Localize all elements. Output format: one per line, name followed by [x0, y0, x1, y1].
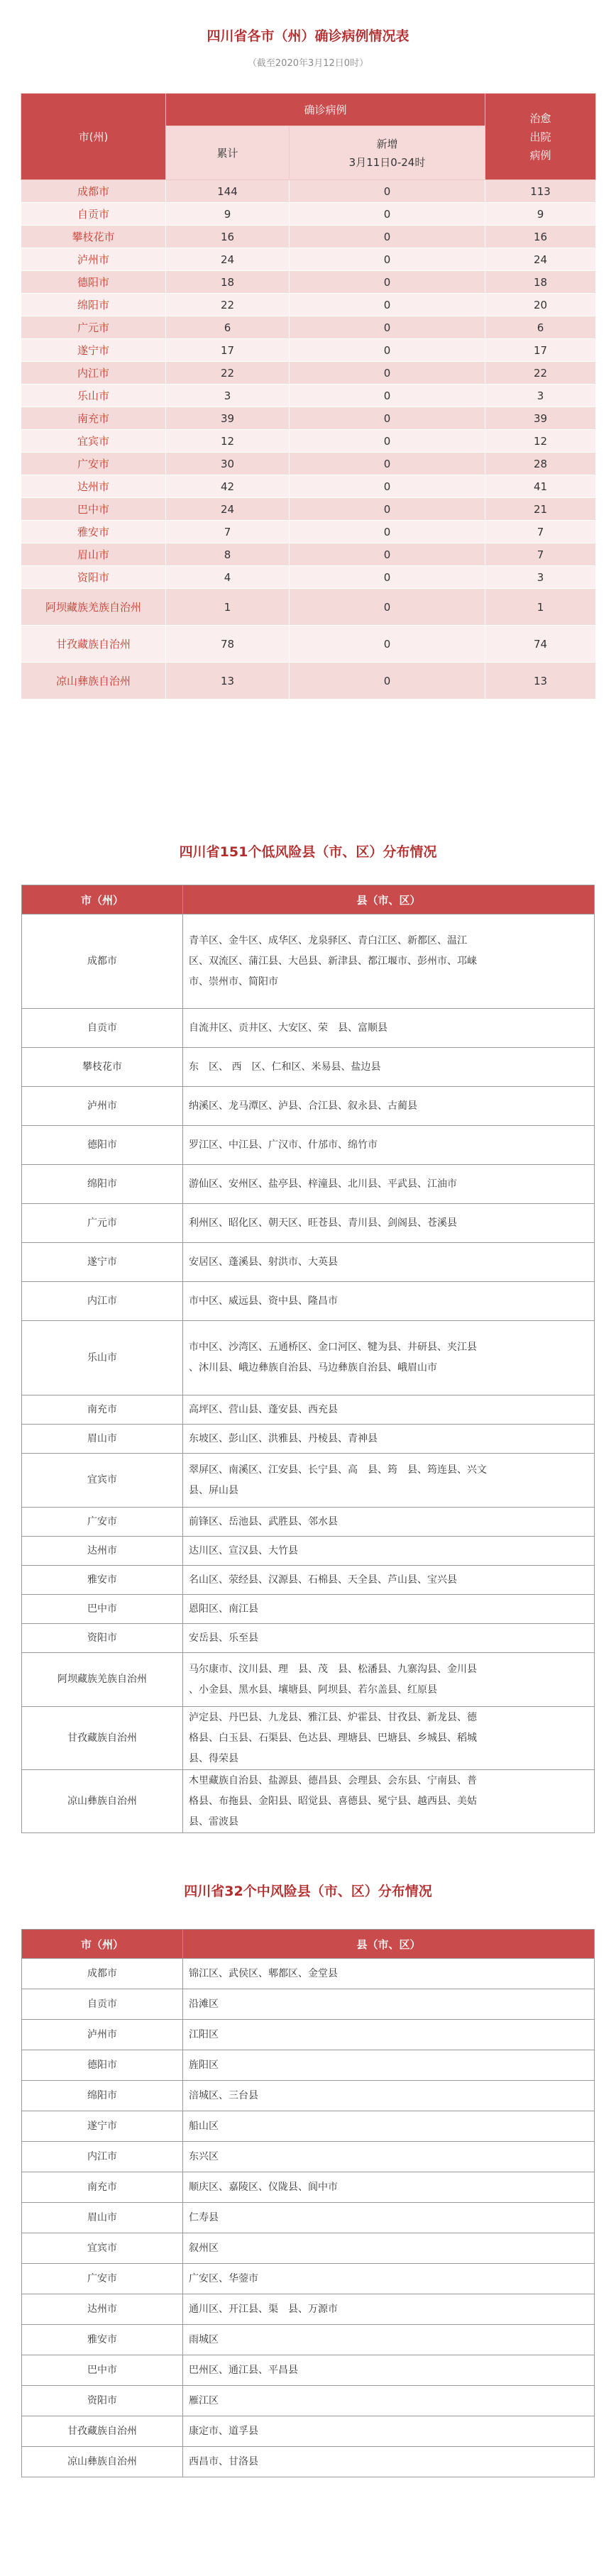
total-cell: 3: [166, 385, 290, 407]
table-row: [21, 385, 596, 407]
county-cell: [183, 1959, 595, 1989]
new-cell: 0: [290, 521, 485, 543]
city-cell: 广安市: [21, 453, 166, 475]
table-row: [21, 271, 596, 294]
cured-cell: 74: [485, 626, 596, 663]
table-row: [22, 1009, 595, 1048]
county-line: 县、雷波县: [189, 1815, 238, 1828]
cured-cell: 17: [485, 339, 596, 362]
table1-title: 四川省各市（州）确诊病例情况表: [207, 28, 409, 44]
city-cell: 眉山市: [21, 543, 166, 566]
cured-cell: 113: [485, 180, 596, 203]
city-cell: 自贡市: [21, 203, 166, 226]
new-cell: 0: [290, 589, 485, 626]
table-row: [22, 2447, 595, 2477]
county-line: 翠屏区、南溪区、江安县、长宁县、高 县、筠 县、筠连县、兴文: [189, 1464, 487, 1476]
table-row: [21, 589, 596, 626]
county-cell: [183, 1989, 595, 2020]
total-cell: 13: [166, 663, 290, 700]
header-confirmed: 确诊病例: [166, 94, 485, 126]
county-cell: [183, 1009, 595, 1048]
new-cell: 0: [290, 407, 485, 430]
city-cell: 眉山市: [22, 2203, 183, 2233]
county-cell: [183, 2325, 595, 2355]
total-cell: 12: [166, 430, 290, 453]
county-line: 安岳县、乐至县: [189, 1632, 258, 1644]
county-line: 名山区、荥经县、汉源县、石棉县、天全县、芦山县、宝兴县: [189, 1574, 457, 1586]
county-line: 涪城区、三台县: [189, 2089, 258, 2101]
county-line: 东 区、 西 区、仁和区、米易县、盐边县: [189, 1061, 381, 1073]
total-cell: 22: [166, 294, 290, 316]
total-cell: 6: [166, 316, 290, 339]
county-line: 罗江区、中江县、广汉市、什邡市、绵竹市: [189, 1139, 378, 1151]
cured-cell: 9: [485, 203, 596, 226]
table-row: [22, 1048, 595, 1087]
table-row: [22, 1770, 595, 1833]
table-row: [22, 2386, 595, 2416]
county-line: 自流井区、贡井区、大安区、荣 县、富顺县: [189, 1022, 387, 1034]
new-cell: 0: [290, 339, 485, 362]
city-cell: 甘孜藏族自治州: [22, 2416, 183, 2447]
county-cell: [183, 1508, 595, 1537]
city-cell: 广元市: [21, 316, 166, 339]
city-cell: 德阳市: [21, 271, 166, 294]
header-new-label: 新增: [376, 137, 398, 150]
county-line: 安居区、蓬溪县、射洪市、大英县: [189, 1256, 338, 1268]
county-line: 青羊区、金牛区、成华区、龙泉驿区、青白江区、新都区、温江: [189, 934, 467, 946]
county-line: 格县、布拖县、金阳县、昭觉县、喜德县、冕宁县、越西县、美姑: [189, 1795, 477, 1807]
county-cell: [183, 1243, 595, 1282]
table-row: [22, 2416, 595, 2447]
total-cell: 18: [166, 271, 290, 294]
city-cell: 资阳市: [22, 2386, 183, 2416]
county-line: 泸定县、丹巴县、九龙县、雅江县、炉霍县、甘孜县、新龙县、德: [189, 1711, 477, 1723]
table-row: [21, 339, 596, 362]
cured-cell: 39: [485, 407, 596, 430]
table-row: [22, 1624, 595, 1653]
cured-cell: 13: [485, 663, 596, 700]
cured-cell: 3: [485, 385, 596, 407]
county-cell: [183, 1321, 595, 1395]
county-cell: [183, 1707, 595, 1770]
county-cell: [183, 1087, 595, 1126]
table-row: [22, 2325, 595, 2355]
new-cell: 0: [290, 362, 485, 385]
county-line: 、沐川县、峨边彝族自治县、马边彝族自治县、峨眉山市: [189, 1362, 437, 1373]
table-row: [21, 475, 596, 498]
cured-cell: 24: [485, 248, 596, 271]
county-line: 雨城区: [189, 2333, 219, 2345]
county-cell: [183, 1770, 595, 1833]
county-line: 船山区: [189, 2120, 219, 2132]
t2-header-city: 市（州）: [22, 885, 183, 914]
county-cell: [183, 2447, 595, 2477]
county-cell: [183, 1282, 595, 1321]
city-cell: 宜宾市: [22, 2233, 183, 2264]
county-line: 沿滩区: [189, 1998, 219, 2010]
total-cell: 16: [166, 226, 290, 248]
city-cell: 乐山市: [22, 1321, 183, 1395]
city-cell: 凉山彝族自治州: [21, 663, 166, 700]
county-cell: [183, 1624, 595, 1653]
table-row: [21, 362, 596, 385]
county-line: 顺庆区、嘉陵区、仪陇县、阆中市: [189, 2181, 338, 2193]
city-cell: 雅安市: [22, 1566, 183, 1595]
new-cell: 0: [290, 294, 485, 316]
total-cell: 144: [166, 180, 290, 203]
county-cell: [183, 1048, 595, 1087]
county-line: 县、得荣县: [189, 1752, 238, 1764]
city-cell: 泸州市: [22, 2020, 183, 2050]
table-row: [22, 1989, 595, 2020]
county-cell: [183, 1204, 595, 1243]
city-cell: 德阳市: [22, 1126, 183, 1165]
new-cell: 0: [290, 226, 485, 248]
header-cured-1: 治愈: [529, 111, 551, 125]
city-cell: 德阳市: [22, 2050, 183, 2081]
cured-cell: 28: [485, 453, 596, 475]
table-row: [21, 543, 596, 566]
city-cell: 凉山彝族自治州: [22, 1770, 183, 1833]
new-cell: 0: [290, 566, 485, 589]
county-line: 市、崇州市、简阳市: [189, 975, 278, 988]
city-cell: 成都市: [22, 1959, 183, 1989]
new-cell: 0: [290, 663, 485, 700]
city-cell: 眉山市: [22, 1425, 183, 1454]
header-cured-3: 病例: [529, 148, 551, 162]
cured-cell: 16: [485, 226, 596, 248]
total-cell: 39: [166, 407, 290, 430]
county-line: 恩阳区、南江县: [189, 1603, 258, 1615]
city-cell: 广元市: [22, 1204, 183, 1243]
city-cell: 广安市: [22, 2264, 183, 2294]
city-cell: 凉山彝族自治州: [22, 2447, 183, 2477]
county-cell: [183, 2172, 595, 2203]
total-cell: 8: [166, 543, 290, 566]
total-cell: 17: [166, 339, 290, 362]
new-cell: 0: [290, 626, 485, 663]
county-line: 纳溪区、龙马潭区、泸县、合江县、叙永县、古蔺县: [189, 1100, 417, 1112]
table1-subtitle: （截至2020年3月12日0时）: [247, 58, 369, 69]
table-row: [22, 1653, 595, 1707]
table-row: [22, 2355, 595, 2386]
table-row: [21, 180, 596, 203]
table-row: [22, 2233, 595, 2264]
city-cell: 资阳市: [21, 566, 166, 589]
table-row: [22, 1454, 595, 1508]
county-line: 江阳区: [189, 2028, 219, 2040]
table-row: [22, 2172, 595, 2203]
county-cell: [183, 2020, 595, 2050]
county-cell: [183, 2355, 595, 2386]
city-cell: 甘孜藏族自治州: [22, 1707, 183, 1770]
table-row: [22, 1243, 595, 1282]
city-cell: 巴中市: [22, 1595, 183, 1624]
cured-cell: 18: [485, 271, 596, 294]
total-cell: 24: [166, 248, 290, 271]
header-city: 市(州): [21, 94, 166, 180]
city-cell: 南充市: [22, 1395, 183, 1425]
table-row: [21, 430, 596, 453]
new-cell: 0: [290, 180, 485, 203]
city-cell: 达州市: [22, 1537, 183, 1566]
total-cell: 24: [166, 498, 290, 521]
table-row: [21, 663, 596, 700]
county-line: 旌阳区: [189, 2059, 219, 2071]
city-cell: 雅安市: [22, 2325, 183, 2355]
cured-cell: 7: [485, 543, 596, 566]
county-line: 达川区、宣汉县、大竹县: [189, 1544, 298, 1557]
table-row: [22, 1707, 595, 1770]
county-cell: [183, 2294, 595, 2325]
county-line: 木里藏族自治县、盐源县、德昌县、会理县、会东县、宁南县、普: [189, 1774, 477, 1786]
city-cell: 攀枝花市: [22, 1048, 183, 1087]
new-cell: 0: [290, 498, 485, 521]
table2-title: 四川省151个低风险县（市、区）分布情况: [179, 844, 437, 860]
city-cell: 资阳市: [22, 1624, 183, 1653]
table-row: [22, 2294, 595, 2325]
city-cell: 内江市: [22, 1282, 183, 1321]
county-cell: [183, 2081, 595, 2111]
county-line: 康定市、道孚县: [189, 2425, 258, 2437]
confirmed-cases-table: [21, 93, 596, 700]
total-cell: 1: [166, 589, 290, 626]
city-cell: 泸州市: [21, 248, 166, 271]
county-cell: [183, 2142, 595, 2172]
total-cell: 4: [166, 566, 290, 589]
county-cell: [183, 1454, 595, 1508]
table-row: [22, 1126, 595, 1165]
county-cell: [183, 1537, 595, 1566]
header-cured: [485, 94, 596, 180]
city-cell: 绵阳市: [22, 1165, 183, 1204]
cured-cell: 41: [485, 475, 596, 498]
table3-title: 四川省32个中风险县（市、区）分布情况: [184, 1884, 432, 1899]
total-cell: 42: [166, 475, 290, 498]
city-cell: 宜宾市: [21, 430, 166, 453]
total-cell: 9: [166, 203, 290, 226]
table-row: [21, 203, 596, 226]
table-row: [21, 407, 596, 430]
cured-cell: 12: [485, 430, 596, 453]
city-cell: 绵阳市: [21, 294, 166, 316]
t3-header-city: 市（州）: [22, 1930, 183, 1959]
header-new-period: 3月11日0-24时: [348, 155, 426, 169]
city-cell: 遂宁市: [21, 339, 166, 362]
city-cell: 遂宁市: [22, 2111, 183, 2142]
county-line: 县、屏山县: [189, 1484, 238, 1496]
county-line: 高坪区、营山县、蓬安县、西充县: [189, 1403, 338, 1415]
city-cell: 内江市: [22, 2142, 183, 2172]
city-cell: 内江市: [21, 362, 166, 385]
city-cell: 遂宁市: [22, 1243, 183, 1282]
county-line: 前锋区、岳池县、武胜县、邻水县: [189, 1515, 338, 1527]
table-row: [22, 1087, 595, 1126]
county-line: 市中区、沙湾区、五通桥区、金口河区、犍为县、井研县、夹江县: [189, 1342, 477, 1353]
table-row: [21, 294, 596, 316]
county-line: 广安区、华蓥市: [189, 2272, 258, 2284]
table-row: [22, 2050, 595, 2081]
city-cell: 巴中市: [21, 498, 166, 521]
table-row: [22, 2142, 595, 2172]
city-cell: 宜宾市: [22, 1454, 183, 1508]
county-line: 区、双流区、蒲江县、大邑县、新津县、都江堰市、彭州市、邛崃: [189, 955, 477, 967]
new-cell: 0: [290, 430, 485, 453]
city-cell: 达州市: [22, 2294, 183, 2325]
table-row: [21, 626, 596, 663]
county-line: 叙州区: [189, 2242, 219, 2254]
header-new: [290, 126, 485, 180]
table-row: [22, 1425, 595, 1454]
cured-cell: 22: [485, 362, 596, 385]
county-cell: [183, 1165, 595, 1204]
table-row: [22, 1508, 595, 1537]
new-cell: 0: [290, 271, 485, 294]
total-cell: 78: [166, 626, 290, 663]
county-cell: [183, 1425, 595, 1454]
city-cell: 广安市: [22, 1508, 183, 1537]
table-row: [22, 2264, 595, 2294]
county-line: 巴州区、通江县、平昌县: [189, 2364, 298, 2376]
cured-cell: 6: [485, 316, 596, 339]
county-line: 通川区、开江县、渠 县、万源市: [189, 2303, 338, 2315]
table-row: [21, 453, 596, 475]
table-row: [21, 566, 596, 589]
table-row: [22, 2020, 595, 2050]
table-row: [22, 1395, 595, 1425]
table-row: [22, 2081, 595, 2111]
new-cell: 0: [290, 475, 485, 498]
county-cell: [183, 2416, 595, 2447]
cured-cell: 1: [485, 589, 596, 626]
city-cell: 达州市: [21, 475, 166, 498]
city-cell: 雅安市: [21, 521, 166, 543]
table-row: [21, 316, 596, 339]
city-cell: 阿坝藏族羌族自治州: [22, 1653, 183, 1707]
city-cell: 乐山市: [21, 385, 166, 407]
header-total: 累计: [166, 126, 290, 180]
medium-risk-table: [21, 1929, 595, 2477]
county-line: 雁江区: [189, 2394, 219, 2406]
medium-risk-body: [22, 1959, 595, 2477]
table-row: [22, 1595, 595, 1624]
table-row: [21, 248, 596, 271]
table-row: [22, 2203, 595, 2233]
county-cell: [183, 1566, 595, 1595]
new-cell: 0: [290, 248, 485, 271]
county-cell: [183, 2203, 595, 2233]
county-line: 东兴区: [189, 2150, 219, 2162]
cured-cell: 20: [485, 294, 596, 316]
cured-cell: 21: [485, 498, 596, 521]
new-cell: 0: [290, 543, 485, 566]
new-cell: 0: [290, 203, 485, 226]
county-line: 、小金县、黑水县、壤塘县、阿坝县、若尔盖县、红原县: [189, 1684, 437, 1696]
county-line: 游仙区、安州区、盐亭县、梓潼县、北川县、平武县、江油市: [189, 1178, 457, 1190]
county-cell: [183, 1653, 595, 1707]
city-cell: 攀枝花市: [21, 226, 166, 248]
table-row: [22, 1321, 595, 1395]
table-row: [21, 498, 596, 521]
county-cell: [183, 1395, 595, 1425]
city-cell: 绵阳市: [22, 2081, 183, 2111]
t2-header-county: 县（市、区）: [183, 885, 595, 914]
table-row: [21, 521, 596, 543]
county-line: 利州区、昭化区、朝天区、旺苍县、青川县、剑阁县、苍溪县: [189, 1217, 457, 1229]
city-cell: 阿坝藏族羌族自治州: [21, 589, 166, 626]
table-row: [21, 226, 596, 248]
city-cell: 甘孜藏族自治州: [21, 626, 166, 663]
table-row: [22, 1537, 595, 1566]
header-cured-2: 出院: [529, 130, 551, 143]
county-cell: [183, 1595, 595, 1624]
total-cell: 7: [166, 521, 290, 543]
city-cell: 成都市: [22, 914, 183, 1009]
county-cell: [183, 2050, 595, 2081]
table-row: [22, 1204, 595, 1243]
low-risk-table: [21, 885, 595, 1833]
cured-cell: 3: [485, 566, 596, 589]
city-cell: 巴中市: [22, 2355, 183, 2386]
county-line: 东坡区、彭山区、洪雅县、丹棱县、青神县: [189, 1432, 378, 1444]
county-line: 格县、白玉县、石渠县、色达县、理塘县、巴塘县、乡城县、稻城: [189, 1732, 477, 1744]
county-line: 西昌市、甘洛县: [189, 2455, 258, 2467]
new-cell: 0: [290, 385, 485, 407]
county-cell: [183, 2111, 595, 2142]
table-row: [22, 1959, 595, 1989]
county-cell: [183, 2264, 595, 2294]
city-cell: 泸州市: [22, 1087, 183, 1126]
city-cell: 南充市: [21, 407, 166, 430]
city-cell: 自贡市: [22, 1989, 183, 2020]
table-row: [22, 1282, 595, 1321]
county-cell: [183, 914, 595, 1009]
table-row: [22, 2111, 595, 2142]
county-cell: [183, 1126, 595, 1165]
confirmed-cases-body: [21, 180, 596, 700]
table-row: [22, 1566, 595, 1595]
cured-cell: 7: [485, 521, 596, 543]
county-line: 马尔康市、汶川县、理 县、茂 县、松潘县、九寨沟县、金川县: [189, 1663, 477, 1675]
total-cell: 22: [166, 362, 290, 385]
county-line: 锦江区、武侯区、郫都区、金堂县: [189, 1967, 338, 1979]
table-row: [22, 914, 595, 1009]
county-line: 市中区、威远县、资中县、隆昌市: [189, 1295, 338, 1307]
city-cell: 成都市: [21, 180, 166, 203]
county-line: 仁寿县: [189, 2211, 219, 2223]
new-cell: 0: [290, 453, 485, 475]
low-risk-body: [22, 914, 595, 1833]
table-row: [22, 1165, 595, 1204]
total-cell: 30: [166, 453, 290, 475]
county-cell: [183, 2386, 595, 2416]
new-cell: 0: [290, 316, 485, 339]
t3-header-county: 县（市、区）: [183, 1930, 595, 1959]
county-cell: [183, 2233, 595, 2264]
city-cell: 自贡市: [22, 1009, 183, 1048]
city-cell: 南充市: [22, 2172, 183, 2203]
